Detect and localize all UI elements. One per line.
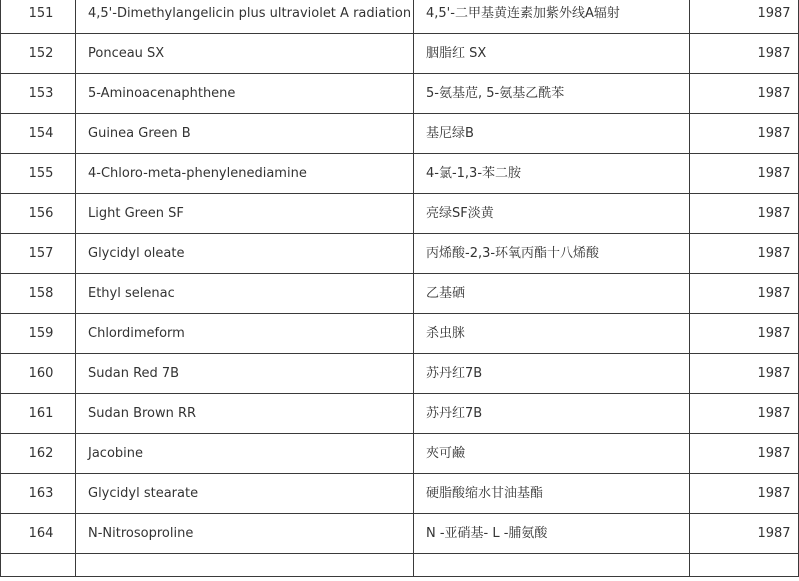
english-name: Glycidyl oleate <box>76 234 414 274</box>
table-row <box>1 114 799 154</box>
chinese-name: 4,5'-二甲基黄连素加紫外线A辐射 <box>414 0 690 34</box>
table-row <box>1 434 799 474</box>
english-name: Glycidyl stearate <box>76 474 414 514</box>
year: 1987 <box>690 34 799 74</box>
year: 1987 <box>690 354 799 394</box>
year: 1987 <box>690 114 799 154</box>
year: 1987 <box>690 274 799 314</box>
table-row <box>1 514 799 554</box>
year: 1987 <box>690 514 799 554</box>
chinese-name: 亮绿SF淡黄 <box>414 194 690 234</box>
year: 1987 <box>690 474 799 514</box>
table-row <box>1 234 799 274</box>
row-number: 160 <box>1 354 76 394</box>
row-number: 157 <box>1 234 76 274</box>
year: 1987 <box>690 234 799 274</box>
table-row <box>1 394 799 434</box>
year: 1987 <box>690 394 799 434</box>
english-name: 4,5'-Dimethylangelicin plus ultraviolet A radiation <box>76 0 414 34</box>
row-number-empty <box>1 554 76 577</box>
row-number: 152 <box>1 34 76 74</box>
table-row <box>1 0 799 34</box>
english-name: Sudan Brown RR <box>76 394 414 434</box>
table-row <box>1 354 799 394</box>
row-number: 158 <box>1 274 76 314</box>
chinese-name: 胭脂红 SX <box>414 34 690 74</box>
chinese-name: 夾可鹼 <box>414 434 690 474</box>
chinese-name: N -亚硝基- L -脯氨酸 <box>414 514 690 554</box>
table-row-partial <box>1 554 799 577</box>
english-name: Ethyl selenac <box>76 274 414 314</box>
chinese-name: 丙烯酸-2,3-环氧丙酯十八烯酸 <box>414 234 690 274</box>
row-number: 156 <box>1 194 76 234</box>
year: 1987 <box>690 314 799 354</box>
chinese-name: 5-氨基苊, 5-氨基乙酰苯 <box>414 74 690 114</box>
year-empty <box>690 554 799 577</box>
english-name-empty <box>76 554 414 577</box>
year: 1987 <box>690 74 799 114</box>
row-number: 163 <box>1 474 76 514</box>
english-name: N-Nitrosoproline <box>76 514 414 554</box>
table-row <box>1 314 799 354</box>
english-name: Guinea Green B <box>76 114 414 154</box>
english-name: Sudan Red 7B <box>76 354 414 394</box>
chinese-name: 乙基硒 <box>414 274 690 314</box>
table-row <box>1 274 799 314</box>
row-number: 159 <box>1 314 76 354</box>
chinese-name: 硬脂酸缩水甘油基酯 <box>414 474 690 514</box>
chinese-name: 杀虫脒 <box>414 314 690 354</box>
english-name: Chlordimeform <box>76 314 414 354</box>
english-name: 5-Aminoacenaphthene <box>76 74 414 114</box>
chinese-name: 苏丹红7B <box>414 394 690 434</box>
chinese-name: 4-氯-1,3-苯二胺 <box>414 154 690 194</box>
chinese-name: 基尼绿B <box>414 114 690 154</box>
year: 1987 <box>690 154 799 194</box>
row-number: 162 <box>1 434 76 474</box>
table-row <box>1 34 799 74</box>
table-row <box>1 474 799 514</box>
row-number: 154 <box>1 114 76 154</box>
english-name: Jacobine <box>76 434 414 474</box>
chinese-name-empty <box>414 554 690 577</box>
english-name: Ponceau SX <box>76 34 414 74</box>
row-number: 155 <box>1 154 76 194</box>
table-row <box>1 74 799 114</box>
table-row <box>1 194 799 234</box>
row-number: 164 <box>1 514 76 554</box>
english-name: 4-Chloro-meta-phenylenediamine <box>76 154 414 194</box>
row-number: 151 <box>1 0 76 34</box>
chinese-name: 苏丹红7B <box>414 354 690 394</box>
row-number: 153 <box>1 74 76 114</box>
table-row <box>1 154 799 194</box>
year: 1987 <box>690 0 799 34</box>
row-number: 161 <box>1 394 76 434</box>
year: 1987 <box>690 194 799 234</box>
year: 1987 <box>690 434 799 474</box>
english-name: Light Green SF <box>76 194 414 234</box>
